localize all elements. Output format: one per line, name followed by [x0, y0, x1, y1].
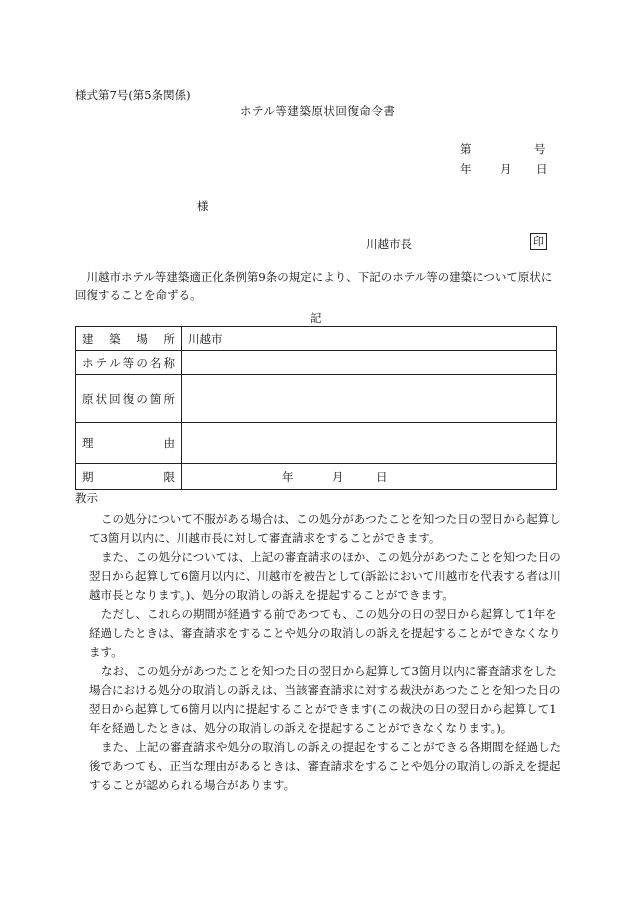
label-char: 状 — [95, 391, 108, 406]
addressee-suffix: 様 — [197, 199, 209, 213]
notice-body — [75, 510, 561, 795]
table-row-location — [76, 327, 557, 351]
notice-paragraph: ただし、これらの期間が経過する前であつても、この処分の日の翌日から起算して1年を経過したときは、審査請求をすることや処分の取消しの訴えを提起することができなくなります。 — [89, 607, 561, 659]
label-char: 所 — [163, 391, 175, 406]
table-row-deadline — [76, 464, 557, 490]
label-char: 回 — [109, 391, 121, 406]
label-char: ル — [109, 355, 121, 370]
label-char: 所 — [163, 331, 175, 346]
deadline-month-label: 月 — [332, 469, 344, 484]
label-char: テ — [95, 355, 108, 370]
document-number — [460, 142, 546, 156]
number-prefix: 第 — [460, 142, 472, 156]
notice-paragraph: また、この処分については、上記の審査請求のほか、この処分があつたことを知つた日の翌日から起算して6箇月以内に、川越市を被告として(訴訟において川越市を代表する者は川越市長となります。)、処分の取消しの訴えを提起することができます。 — [89, 550, 561, 602]
issuer-name: 川越市長 — [366, 237, 412, 251]
order-body-text: 川越市ホテル等建築適正化条例第9条の規定により、下記のホテル等の建築について原状に回復することを命ずる。 — [75, 270, 553, 302]
form-id: 様式第7号(第5条関係) — [75, 88, 191, 102]
notice-paragraph: この処分について不服がある場合は、この処分があつたことを知つた日の翌日から起算して3箇月以内に、川越市長に対して審査請求をすることができます。 — [89, 512, 561, 545]
label-char: の — [136, 355, 148, 370]
label-char: 期 — [82, 469, 94, 484]
seal-stamp: 印 — [530, 233, 547, 250]
date-year-label: 年 — [460, 162, 472, 176]
reason-label — [76, 423, 182, 464]
deadline-day-label: 日 — [376, 469, 388, 484]
deadline-value — [182, 464, 557, 490]
label-char: ホ — [82, 355, 94, 370]
location-value: 川越市 — [182, 327, 557, 351]
date-day-label: 日 — [536, 162, 548, 176]
number-suffix: 号 — [534, 142, 546, 156]
ki-heading: 記 — [310, 311, 322, 325]
document-title: ホテル等建築原状回復命令書 — [240, 104, 396, 118]
label-char: 箇 — [149, 391, 162, 406]
order-body — [75, 268, 560, 304]
label-char: 復 — [122, 391, 135, 406]
restoration-area-label — [76, 375, 182, 423]
label-char: 場 — [136, 331, 148, 346]
label-char: 称 — [163, 355, 175, 370]
hotel-name-label — [76, 351, 182, 375]
notice-paragraph: なお、この処分があつたことを知つた日の翌日から起算して3箇月以内に審査請求をした場合における処分の取消しの訴えは、当該審査請求に対する裁決があつたことを知つた日の翌日から起算して6箇月以内に提起することができます(この裁決の日の翌日から起算して1年を経過したときは、処分の取消しの訴えを提起することができなくなります。)。 — [89, 664, 561, 735]
table-row-restoration-area — [76, 375, 557, 423]
order-details-table — [75, 326, 557, 490]
label-char: 原 — [82, 391, 94, 406]
label-char: 名 — [149, 355, 162, 370]
deadline-label — [76, 464, 182, 490]
table-row-reason — [76, 423, 557, 464]
label-char: 築 — [109, 331, 121, 346]
deadline-year-label: 年 — [282, 469, 294, 484]
label-char: 等 — [122, 355, 135, 370]
issue-date — [460, 162, 548, 176]
notice-paragraph: また、上記の審査請求や処分の取消しの訴えの提起をすることができる各期間を経過した後であつても、正当な理由があるときは、審査請求をすることや処分の取消しの訴えを提起することが認められる場合があります。 — [89, 740, 561, 792]
date-month-label: 月 — [500, 162, 512, 176]
restoration-area-value — [182, 375, 557, 423]
label-char: 限 — [163, 469, 175, 484]
table-row-hotel-name — [76, 351, 557, 375]
hotel-name-value — [182, 351, 557, 375]
label-char: 建 — [82, 331, 94, 346]
label-char: 理 — [82, 436, 94, 450]
reason-value — [182, 423, 557, 464]
location-label — [76, 327, 182, 351]
label-char: 由 — [163, 436, 175, 450]
label-char: の — [136, 391, 148, 406]
notice-heading: 教示 — [75, 491, 98, 505]
